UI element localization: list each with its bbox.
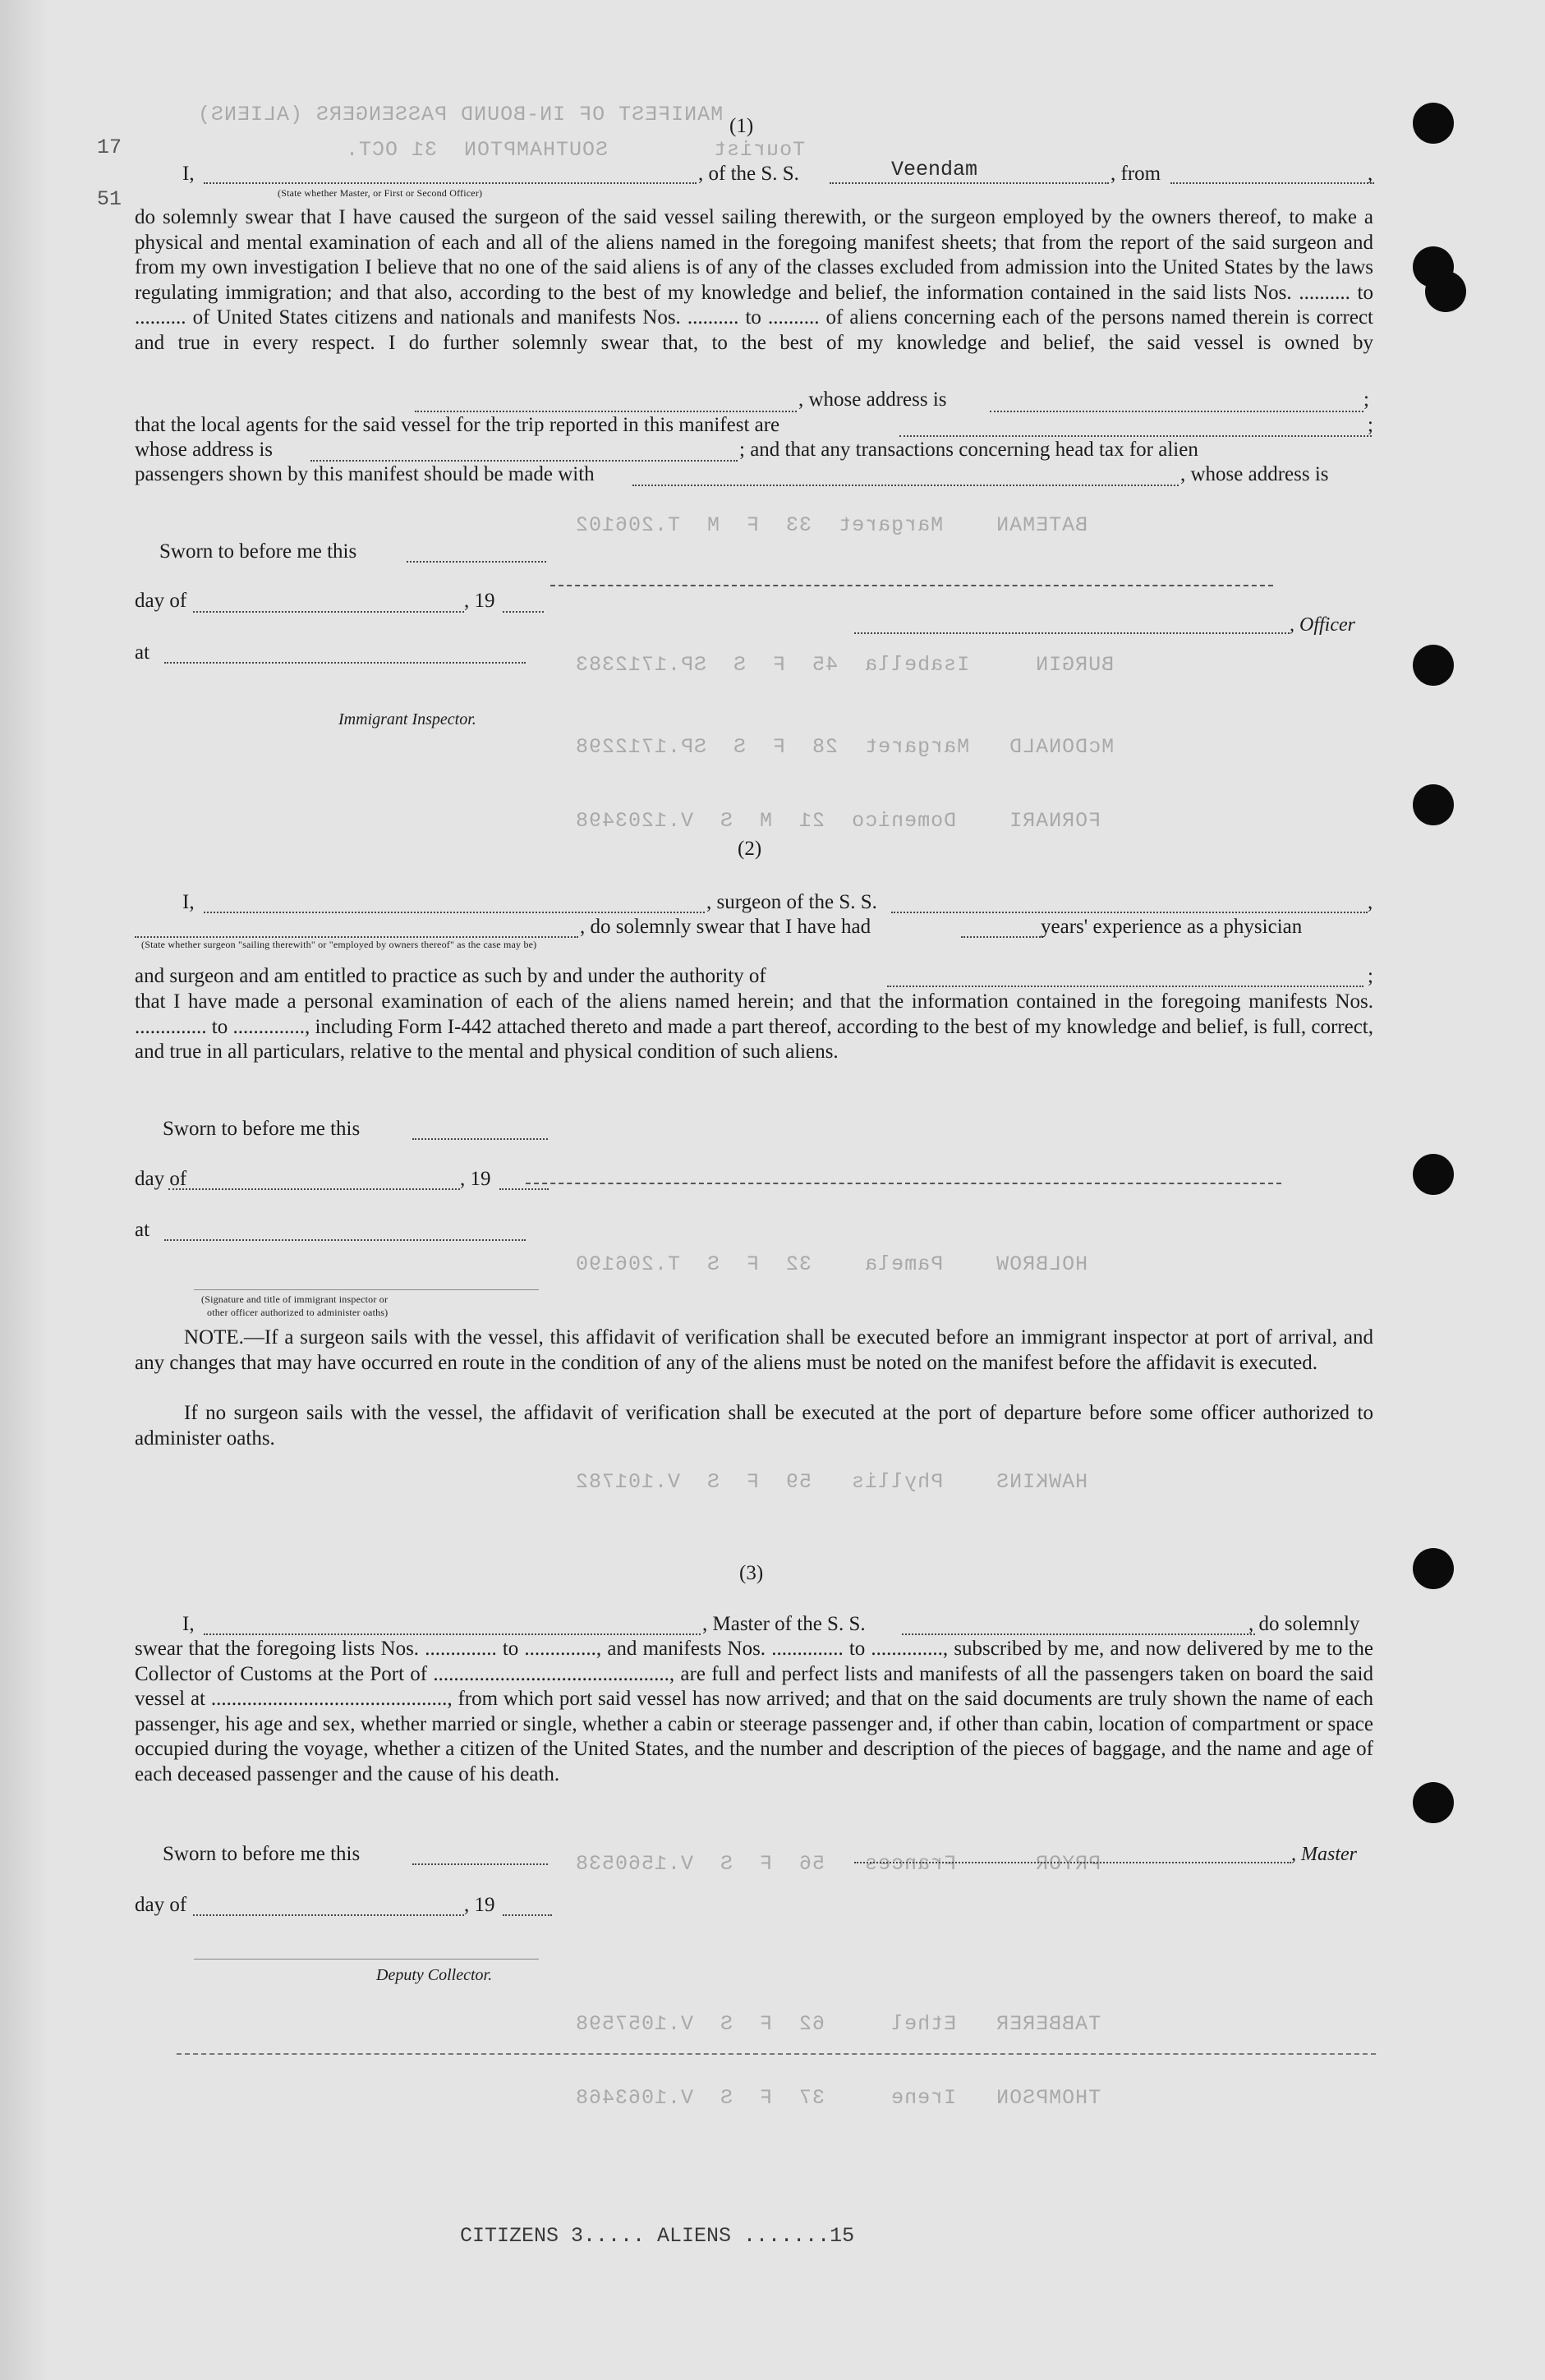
sworn-line: Sworn to before me this: [159, 540, 357, 563]
collector-label: Deputy Collector.: [376, 1966, 493, 1984]
blank-line: [135, 936, 578, 938]
blank-line: [412, 1138, 548, 1140]
day-of-line: , 19: [460, 1168, 491, 1190]
oath-line: that the local agents for the said vessel for the trip reported in this manifest are: [135, 414, 780, 436]
binder-hole: [1413, 1154, 1454, 1195]
oath-line: , whose address is: [1180, 463, 1329, 485]
blank-line: [990, 411, 1363, 412]
note-label: NOTE.: [184, 1326, 244, 1349]
oath-line: whose address is: [135, 439, 274, 461]
blank-line: [961, 936, 1043, 938]
blank-line: [204, 912, 705, 913]
blank-line: [168, 1188, 460, 1190]
signature-line: [194, 1959, 539, 1960]
oath-line: ;: [1368, 965, 1373, 987]
blank-line: [887, 986, 1363, 987]
vessel-name: Veendam: [891, 158, 978, 181]
strike-line: [550, 585, 1273, 586]
oath-line: ,: [1368, 163, 1373, 185]
binder-hole: [1413, 1782, 1454, 1823]
binder-hole: [1413, 103, 1454, 144]
field-note: (State whether Master, or First or Second Officer): [278, 187, 483, 199]
oath-line: ;: [1368, 414, 1373, 436]
reverse-side-text: HAWKINS Phyllis 59 F S V.101782: [575, 1470, 1088, 1494]
day-of-line: , 19: [464, 590, 495, 612]
sworn-line: Sworn to before me this: [163, 1843, 361, 1865]
binder-hole: [1413, 1548, 1454, 1589]
oath-line: passengers shown by this manifest should be made with: [135, 463, 595, 485]
oath-body: swear that the foregoing lists Nos. .............. to .............., and manifests Nos. .............. to .............., subscribed by me, and now delivered by me to the Collector of Customs at the Port of .............................................., are full and perfect lists and manifests of all the passengers taken on board the said vessel at .............................................., from which port said vessel has now arrived; and that on the said documents are truly shown the name of each passenger, his age and sex, whether married or single, whether a cabin or steerage passenger and, if other than cabin, location of compartment or space occupied during the voyage, whether a citizen of the United States, and the number and description of the pieces of baggage, and the name and age of each deceased passenger and the cause of his death.: [135, 1638, 1373, 1785]
blank-line: [407, 561, 546, 563]
oath-line: years' experience as a physician: [1041, 916, 1303, 938]
note-paragraph: [135, 1326, 1373, 1376]
blank-line: [415, 411, 797, 412]
at-line: at: [135, 641, 150, 664]
blank-line: [632, 485, 1179, 486]
blank-line: [499, 1188, 549, 1190]
signature-line: [194, 1289, 539, 1290]
oath-line: I,: [182, 163, 195, 185]
sworn-line: Sworn to before me this: [163, 1118, 361, 1140]
note-text: —If a surgeon sails with the vessel, this affidavit of verification shall be executed before an immigrant inspector at port of arrival, and any changes that may have occurred en route in the condition of any of the aliens must be noted on the manifest before the affidavit is executed.: [135, 1326, 1373, 1374]
day-of-line: day of: [135, 1168, 187, 1190]
blank-line: [193, 1914, 464, 1916]
day-of-line: day of: [135, 590, 187, 612]
section-number: (3): [739, 1562, 764, 1584]
master-signature-line: [854, 1862, 1291, 1863]
signature-note: other officer authorized to administer oaths): [207, 1307, 389, 1318]
oath-line: , surgeon of the S. S.: [706, 891, 877, 913]
reverse-side-text: MANIFEST OF IN-BOUND PASSENGERS (ALIENS): [197, 103, 724, 126]
reverse-side-text: THOMPSON Irene 37 F S V.1063468: [575, 2086, 1101, 2110]
blank-line: [899, 435, 1372, 437]
blank-line: [310, 460, 738, 462]
reverse-side-text: TABBERER Ethel 62 F S V.1057598: [575, 2012, 1101, 2036]
strike-line: [526, 1183, 1281, 1184]
oath-line: ;: [1363, 388, 1369, 411]
field-note: (State whether surgeon "sailing therewith" or "employed by owners thereof" as the case may be): [141, 939, 537, 950]
oath-line: ; and that any transactions concerning head tax for alien: [739, 439, 1198, 461]
blank-line: [204, 182, 697, 184]
reverse-side-text: FORNARI Domenico 21 M S V.1203498: [575, 809, 1101, 833]
oath-line: , from: [1110, 163, 1161, 185]
margin-mark: 51: [97, 187, 122, 211]
oath-line: and surgeon and am entitled to practice as such by and under the authority of: [135, 965, 766, 987]
oath-body: do solemnly swear that I have caused the surgeon of the said vessel sailing therewith, or the surgeon employed by the owners thereof, to make a physical and mental examination of each and all of the aliens named in the foregoing manifest sheets; that from the report of the said surgeon and from my own investigation I believe that no one of the said aliens is of any of the classes excluded from admission into the United States by the laws regulating immigration; and that also, according to the best of my knowledge and belief, the information contained in the said lists Nos. .......... to .......... of United States citizens and nationals and manifests Nos. .......... to .......... of aliens concerning each of the persons named therein is correct and true in every respect. I do further solemnly swear that, to the best of my knowledge and belief, the said vessel is owned by: [135, 206, 1373, 354]
oath-line: , whose address is: [798, 388, 947, 411]
day-of-line: day of: [135, 1894, 187, 1916]
section-number: (2): [738, 838, 762, 860]
blank-line: [902, 1633, 1255, 1635]
divider: [177, 2053, 1376, 2055]
master-label: , Master: [1291, 1844, 1357, 1865]
blank-line: [891, 912, 1368, 913]
oath-line: , do solemnly swear that I have had: [580, 916, 871, 938]
oath-line: , do solemnly: [1248, 1613, 1360, 1635]
blank-line: [164, 662, 526, 664]
reverse-side-text: Tourist SOUTHAMPTON 31 OCT.: [345, 138, 806, 162]
signature-note: (Signature and title of immigrant inspector or: [201, 1293, 389, 1305]
blank-line: [503, 611, 544, 613]
oath-line: ,: [1368, 891, 1373, 913]
reverse-side-text: HOLBROW Pamela 32 F S T.206190: [575, 1252, 1088, 1276]
reverse-side-text: McDONALD Margaret 28 F S SP.1712298: [575, 735, 1115, 759]
citizens-aliens-total: CITIZENS 3..... ALIENS .......15: [460, 2224, 855, 2248]
section-number: (1): [729, 115, 754, 137]
oath-body: that I have made a personal examination of each of the aliens named herein; and that the information contained in the foregoing manifests Nos. .............. to .............., including Form I-442 attached thereto and made a part thereof, according to the best of my knowledge and belief, is full, correct, and true in all particulars, relative to the mental and physical condition of such aliens.: [135, 990, 1373, 1063]
reverse-side-text: BURGIN Isabella 45 F S SP.1712383: [575, 653, 1115, 677]
binder-hole: [1413, 645, 1454, 686]
margin-mark: 17: [97, 136, 122, 159]
officer-signature-line: [854, 632, 1290, 634]
oath-line: , Master of the S. S.: [702, 1613, 866, 1635]
blank-line: [412, 1863, 548, 1865]
note-paragraph: If no surgeon sails with the vessel, the affidavit of verification shall be executed at the port of departure before some officer authorized to administer oaths.: [135, 1402, 1373, 1450]
blank-line: [1170, 182, 1374, 184]
binder-hole: [1413, 784, 1454, 825]
reverse-side-text: PRYOR Frances 56 F S V.1560538: [575, 1852, 1101, 1876]
binder-hole: [1425, 271, 1466, 312]
oath-line: I,: [182, 891, 195, 913]
blank-line: [204, 1633, 701, 1635]
oath-line: , of the S. S.: [698, 163, 799, 185]
officer-label: , Officer: [1290, 614, 1355, 636]
blank-line: [193, 611, 464, 613]
day-of-line: , 19: [464, 1894, 495, 1916]
oath-line: I,: [182, 1613, 195, 1635]
blank-line: [503, 1914, 552, 1916]
at-line: at: [135, 1219, 150, 1241]
blank-line: [164, 1239, 526, 1241]
blank-line: [830, 182, 1109, 184]
reverse-side-text: BATEMAN Margaret 33 F M T.206102: [575, 513, 1088, 537]
inspector-label: Immigrant Inspector.: [338, 710, 476, 728]
